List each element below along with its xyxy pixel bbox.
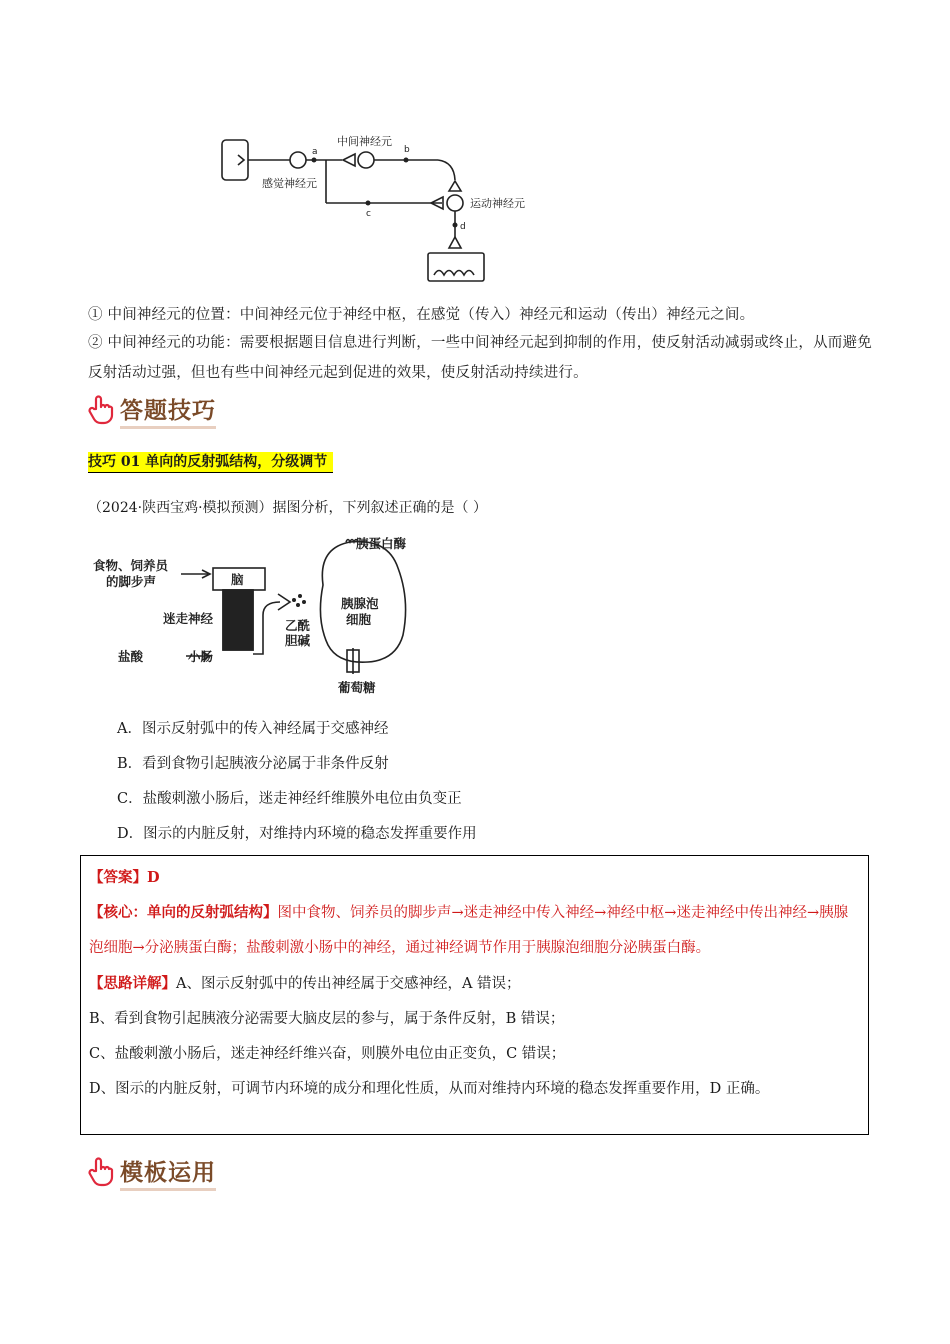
option-b: B．看到食物引起胰液分泌属于非条件反射 <box>117 756 389 772</box>
option-d: D．图示的内脏反射，对维持内环境的稳态发挥重要作用 <box>117 826 477 842</box>
label-brain: 脑 <box>231 572 244 587</box>
label-sensory-neuron: 感觉神经元 <box>262 177 317 190</box>
answer-line: 【答案】D <box>89 869 160 886</box>
section-title: 模板运用 <box>120 1154 216 1191</box>
section-head-tips <box>88 390 216 430</box>
option-a: A．图示反射弧中的传入神经属于交感神经 <box>117 721 389 737</box>
label-motor-neuron: 运动神经元 <box>470 197 525 210</box>
label-ach1: 乙酰 <box>285 618 311 633</box>
label-ach2: 胆碱 <box>285 633 311 648</box>
label-glucose: 葡萄糖 <box>338 680 376 695</box>
section-head-template <box>88 1152 216 1192</box>
answer-box <box>80 855 869 1135</box>
pointing-hand-icon <box>88 1157 114 1187</box>
note-interneuron-position: ① 中间神经元的位置：中间神经元位于神经中枢，在感觉（传入）神经元和运动（传出）神经元之间。 <box>88 307 755 323</box>
svg-text:a: a <box>312 147 318 157</box>
label-acinar1: 胰腺泡 <box>341 596 379 611</box>
label-intestine: 小肠 <box>188 649 214 664</box>
tip-title: 技巧 01 单向的反射弧结构，分级调节 <box>88 452 333 473</box>
detail-line-b: B、看到食物引起胰液分泌需要大脑皮层的参与，属于条件反射，B 错误； <box>89 1011 565 1027</box>
label-trypsin: 胰蛋白酶 <box>356 536 407 551</box>
label-hcl: 盐酸 <box>118 649 144 664</box>
svg-text:b: b <box>404 145 410 155</box>
pointing-hand-icon <box>88 395 114 425</box>
label-vagus: 迷走神经 <box>163 611 214 626</box>
label-acinar2: 细胞 <box>346 612 372 627</box>
detail-line-c: C、盐酸刺激小肠后，迷走神经纤维兴奋，则膜外电位由正变负，C 错误； <box>89 1046 566 1062</box>
note-interneuron-function: ② 中间神经元的功能：需要根据题目信息进行判断，一些中间神经元起到抑制的作用，使反射活动减弱或终止，从而避免反射活动过强，但也有些中间神经元起到促进的效果，使反射活动持续进行。 <box>88 335 872 381</box>
options-list <box>117 714 477 854</box>
question-stem: （2024·陕西宝鸡·模拟预测）据图分析，下列叙述正确的是（ ） <box>88 500 487 516</box>
pancreas-reflex-figure <box>88 530 428 700</box>
section-title: 答题技巧 <box>120 392 216 429</box>
core-analysis: 【核心：单向的反射弧结构】图中食物、饲养员的脚步声→迷走神经中传入神经→神经中枢→迷走神经中传出神经→胰腺泡细胞→分泌胰蛋白酶；盐酸刺激小肠中的神经，通过神经调节作用于胰腺泡细胞分泌胰蛋白酶。 <box>89 904 849 956</box>
svg-text:c: c <box>366 209 371 219</box>
label-interneuron: 中间神经元 <box>337 135 392 148</box>
svg-text:d: d <box>460 222 466 232</box>
label-footsteps: 的脚步声 <box>106 574 157 589</box>
label-food: 食物、饲养员 <box>93 558 169 573</box>
detail-line-d: D、图示的内脏反射，可调节内环境的成分和理化性质，从而对维持内环境的稳态发挥重要作用，D 正确。 <box>89 1081 770 1097</box>
detail-line-a: 【思路详解】A、图示反射弧中的传出神经属于交感神经，A 错误； <box>89 975 521 992</box>
reflex-arc-figure <box>210 125 630 290</box>
option-c: C．盐酸刺激小肠后，迷走神经纤维膜外电位由负变正 <box>117 791 462 807</box>
